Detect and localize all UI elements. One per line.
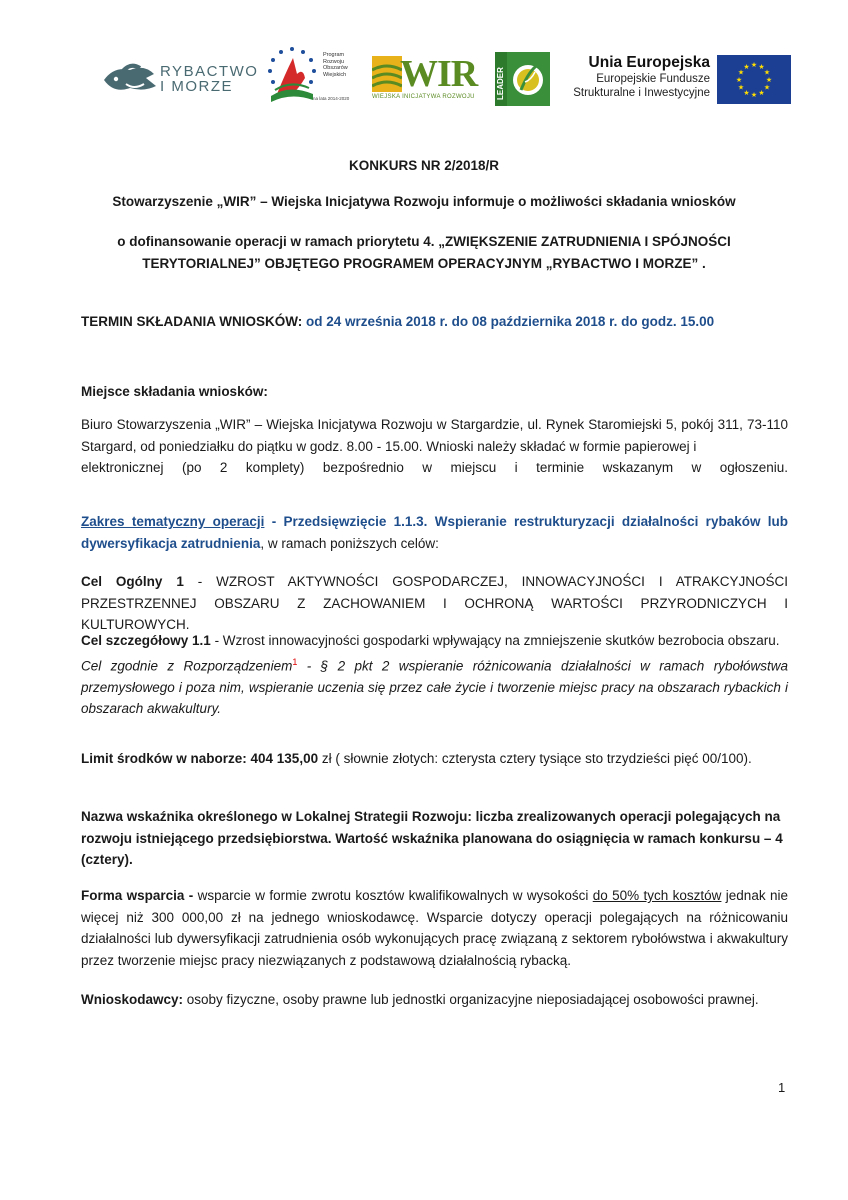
svg-text:★: ★ [735,76,743,84]
eu-subtitle-2: Strukturalne i Inwestycyjne [573,87,710,99]
support-form-percent: do 50% tych kosztów [592,888,722,903]
applicants-text: osoby fizyczne, osoby prawne lub jednostki organizacyjne nieposiadającej osobowości prawnej. [183,992,759,1007]
eu-flag [717,55,791,104]
leader-logo [495,52,550,106]
svg-text:★: ★ [763,83,771,92]
eu-title: Unia Europejska [588,54,710,71]
specific-goal-label: Cel szczegółowy 1.1 [81,633,211,648]
svg-text:★: ★ [765,76,773,84]
general-goal-text: - WZROST AKTYWNOŚCI GOSPODARCZEJ, INNOWACYJNOŚCI I ATRAKCYJNOŚCI PRZESTRZENNEJ OBSZARU Z ZACHOWANIEM I OCHRONĄ WARTOŚCI PRZYRODNICZYCH I KULTUROWYCH. [81,574,788,632]
scope-paragraph [81,511,788,554]
contest-title: KONKURS NR 2/2018/R [348,158,500,173]
svg-text:★: ★ [743,63,750,71]
svg-text:★: ★ [737,83,745,92]
scope-rest: , w ramach poniższych celów: [260,535,439,551]
regulation-prefix: Cel zgodnie z Rozporządzeniem [81,658,293,673]
fish-icon [100,60,158,100]
wir-subtitle: WIEJSKA INICJATYWA ROZWOJU [372,94,475,100]
leader-text: LEADER [496,67,505,100]
specific-goal [81,630,788,720]
svg-text:★: ★ [758,63,765,71]
rybactwo-logo-text [160,64,258,94]
footnote-marker: 1 [292,656,298,667]
scope-label: Zakres tematyczny operacji [81,514,265,529]
heading-line-3: TERYTORIALNEJ” OBJĘTEGO PROGRAMEM OPERACYJNYM „RYBACTWO I MORZE” . [142,256,706,271]
indicator-paragraph: Nazwa wskaźnika określonego w Lokalnej Strategii Rozwoju: liczba zrealizowanych operacji polegających na rozwoju istniejącego przedsiębiorstwa. Wartość wskaźnika planowana do osiągnięcia w ramach konkursu – 4 (cztery). [81,809,783,867]
general-goal [81,571,788,636]
support-form-text-2: jednak nie więcej niż 300 000,00 zł na jednego wnioskodawcę. Wsparcie dotyczy operacji polegających na różnicowaniu działalności lub dywersyfikacji zatrudnienia osób wykonujących pracę związaną z sektorem rybołówstwa i akwakultury przez tworzenie miejsc pracy niezwiązanych z podstawową działalnością rybacką. [81,888,788,968]
scope-dash: - [264,514,284,529]
wir-logo [372,54,487,104]
funds-limit-label: Limit środków w naborze: 404 135,00 [81,751,319,766]
applicants [81,989,788,1011]
regulation-text: - § 2 pkt 2 wspieranie różnicowania działalności w ramach rybołówstwa przemysłowego i poza nim, wspieranie uczenia się przez całe życie i tworzenie miejsc pracy na obszarach rybackich i obszarach akwakultury. [81,658,788,716]
eu-subtitle-1: Europejskie Fundusze [596,73,710,85]
deadline-label: TERMIN SKŁADANIA WNIOSKÓW: [81,314,303,329]
logo-strip [0,40,848,115]
prow-date: na lata 2014-2020 [313,96,350,101]
scope-value: Przedsięwzięcie 1.1.3. Wspieranie restrukturyzacji działalności rybaków lub dywersyfikacja zatrudnienia [81,514,788,551]
general-goal-label: Cel Ogólny 1 [81,574,184,589]
wir-sun-icon [372,56,402,92]
deadline-line [81,311,788,333]
support-form [81,885,788,971]
applicants-label: Wnioskodawcy: [81,992,184,1007]
svg-text:★: ★ [750,91,758,99]
specific-goal-text: - Wzrost innowacyjności gospodarki wpływający na zmniejszenie skutków bezrobocia obszaru. [210,633,780,648]
svg-text:★: ★ [750,61,758,69]
place-last-line: elektronicznej (po 2 komplety) bezpośrednio w miejscu i terminie wskazanym w ogłoszeniu. [81,460,788,475]
rybactwo-line1: RYBACTWO [160,63,259,80]
place-label: Miejsce składania wniosków: [81,384,268,399]
svg-text:★: ★ [758,89,765,97]
eu-text-block [560,54,710,100]
funds-limit [81,748,788,770]
prow-text: Program Rozwoju Obszarów Wiejskich [323,52,348,78]
svg-text:★: ★ [743,89,750,97]
rybactwo-line2: I MORZE [160,78,233,95]
support-form-text-1: wsparcie w formie zwrotu kosztów kwalifikowalnych w wysokości [193,888,593,903]
wir-mark: WIR [400,53,478,95]
funds-limit-text: zł ( słownie złotych: czterysta cztery tysiące sto trzydzieści pięć 00/100). [318,751,752,766]
heading-line-2: o dofinansowanie operacji w ramach priorytetu 4. „ZWIĘKSZENIE ZATRUDNIENIA I SPÓJNOŚCI [117,234,731,249]
prow-emblem-icon [263,44,321,104]
place-text: Biuro Stowarzyszenia „WIR” – Wiejska Inicjatywa Rozwoju w Stargardzie, ul. Rynek Staromiejski 5, pokój 311, 73-110 Stargard, od poniedziałku do piątku w godz. 8.00 - 15.00. Wnioski należy składać w formie papierowej i [81,417,788,454]
rybactwo-i-morze-logo [100,60,259,100]
eu-stars-icon [717,55,791,104]
heading-line-1: Stowarzyszenie „WIR” – Wiejska Inicjatywa Rozwoju informuje o możliwości składania wniosków [112,194,736,209]
leader-emblem-icon [495,52,550,106]
svg-text:★: ★ [737,68,745,77]
deadline-value: od 24 września 2018 r. do 08 października 2018 r. do godz. 15.00 [306,314,715,329]
svg-text:★: ★ [763,68,771,77]
prow-logo [263,44,363,104]
page-number: 1 [778,1080,786,1095]
support-form-label: Forma wsparcia - [81,888,194,903]
